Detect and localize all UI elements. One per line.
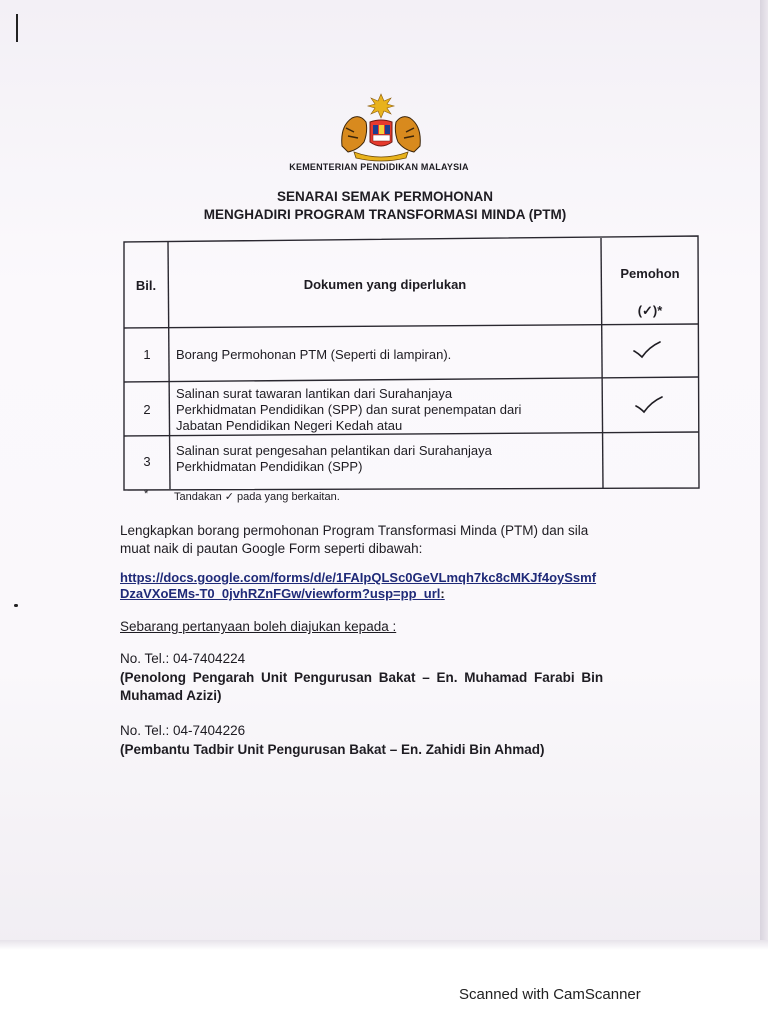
- header-pemohon: Pemohon: [620, 266, 680, 281]
- row-2-bil: 2: [143, 402, 151, 417]
- check-icon: [632, 340, 662, 360]
- page-bottom-shadow: [0, 940, 768, 950]
- pen-mark: [16, 14, 18, 42]
- check-icon: [634, 395, 664, 415]
- instruction-paragraph: [120, 522, 680, 558]
- page-edge-shadow: [760, 0, 768, 948]
- header-pemohon-mark: (✓)*: [637, 303, 663, 318]
- row-3-line: Salinan surat pengesahan pelantikan dari Surahanjaya: [176, 443, 492, 458]
- row-3-document: [176, 443, 600, 475]
- google-form-link[interactable]: [120, 570, 690, 602]
- note-asterisk: *: [144, 488, 149, 500]
- contact-tel: No. Tel.: 04-7404226: [120, 723, 246, 738]
- row-3-line: Perkhidmatan Pendidikan (SPP): [176, 459, 363, 474]
- row-2-line: Salinan surat tawaran lantikan dari Surahanjaya: [176, 386, 453, 401]
- row-2-document: [176, 386, 600, 434]
- row-1-bil: 1: [143, 347, 151, 362]
- instruction-line-2: muat naik di pautan Google Form seperti dibawah:: [120, 541, 423, 556]
- note-text: Tandakan ✓ pada yang berkaitan.: [174, 491, 340, 503]
- contact-name: (Pembantu Tadbir Unit Pengurusan Bakat – En. Zahidi Bin Ahmad): [120, 742, 545, 757]
- header-bil: Bil.: [135, 278, 157, 293]
- link-colon: :: [440, 586, 445, 601]
- row-2-line: Perkhidmatan Pendidikan (SPP) dan surat penempatan dari: [176, 402, 522, 417]
- ministry-name: KEMENTERIAN PENDIDIKAN MALAYSIA: [289, 162, 469, 172]
- row-2-line: Jabatan Pendidikan Negeri Kedah atau: [176, 418, 403, 433]
- instruction-line-1: Lengkapkan borang permohonan Program Transformasi Minda (PTM) dan sila: [120, 523, 589, 538]
- contact-name-cont: Muhamad Azizi): [120, 688, 222, 703]
- enquiry-heading: Sebarang pertanyaan boleh diajukan kepada :: [120, 619, 397, 634]
- link-line-1: https://docs.google.com/forms/d/e/1FAIpQLSc0GeVLmqh7kc8cMKJf4oySsmf: [120, 570, 597, 585]
- header-dokumen: Dokumen yang diperlukan: [303, 277, 467, 292]
- row-3-bil: 3: [143, 454, 151, 469]
- ink-dot: [14, 604, 18, 607]
- link-line-2: [120, 586, 690, 602]
- link-line-2-text: DzaVXoEMs-T0_0jvhRZnFGw/viewform?usp=pp_url: [120, 586, 441, 601]
- contact-block-1: [120, 650, 680, 705]
- row-1-line: Borang Permohonan PTM (Seperti di lampiran).: [176, 347, 452, 362]
- camscanner-watermark: Scanned with CamScanner: [459, 986, 641, 1003]
- document-title: [140, 188, 630, 224]
- title-line-1: SENARAI SEMAK PERMOHONAN: [276, 189, 493, 204]
- contact-name: (Penolong Pengarah Unit Pengurusan Bakat – En. Muhamad Farabi Bin: [120, 670, 604, 685]
- coat-of-arms-icon: [334, 92, 428, 162]
- row-1-document: [176, 347, 596, 363]
- contact-block-2: [120, 722, 680, 759]
- title-line-2: MENGHADIRI PROGRAM TRANSFORMASI MINDA (PTM): [203, 207, 567, 222]
- contact-tel: No. Tel.: 04-7404224: [120, 651, 246, 666]
